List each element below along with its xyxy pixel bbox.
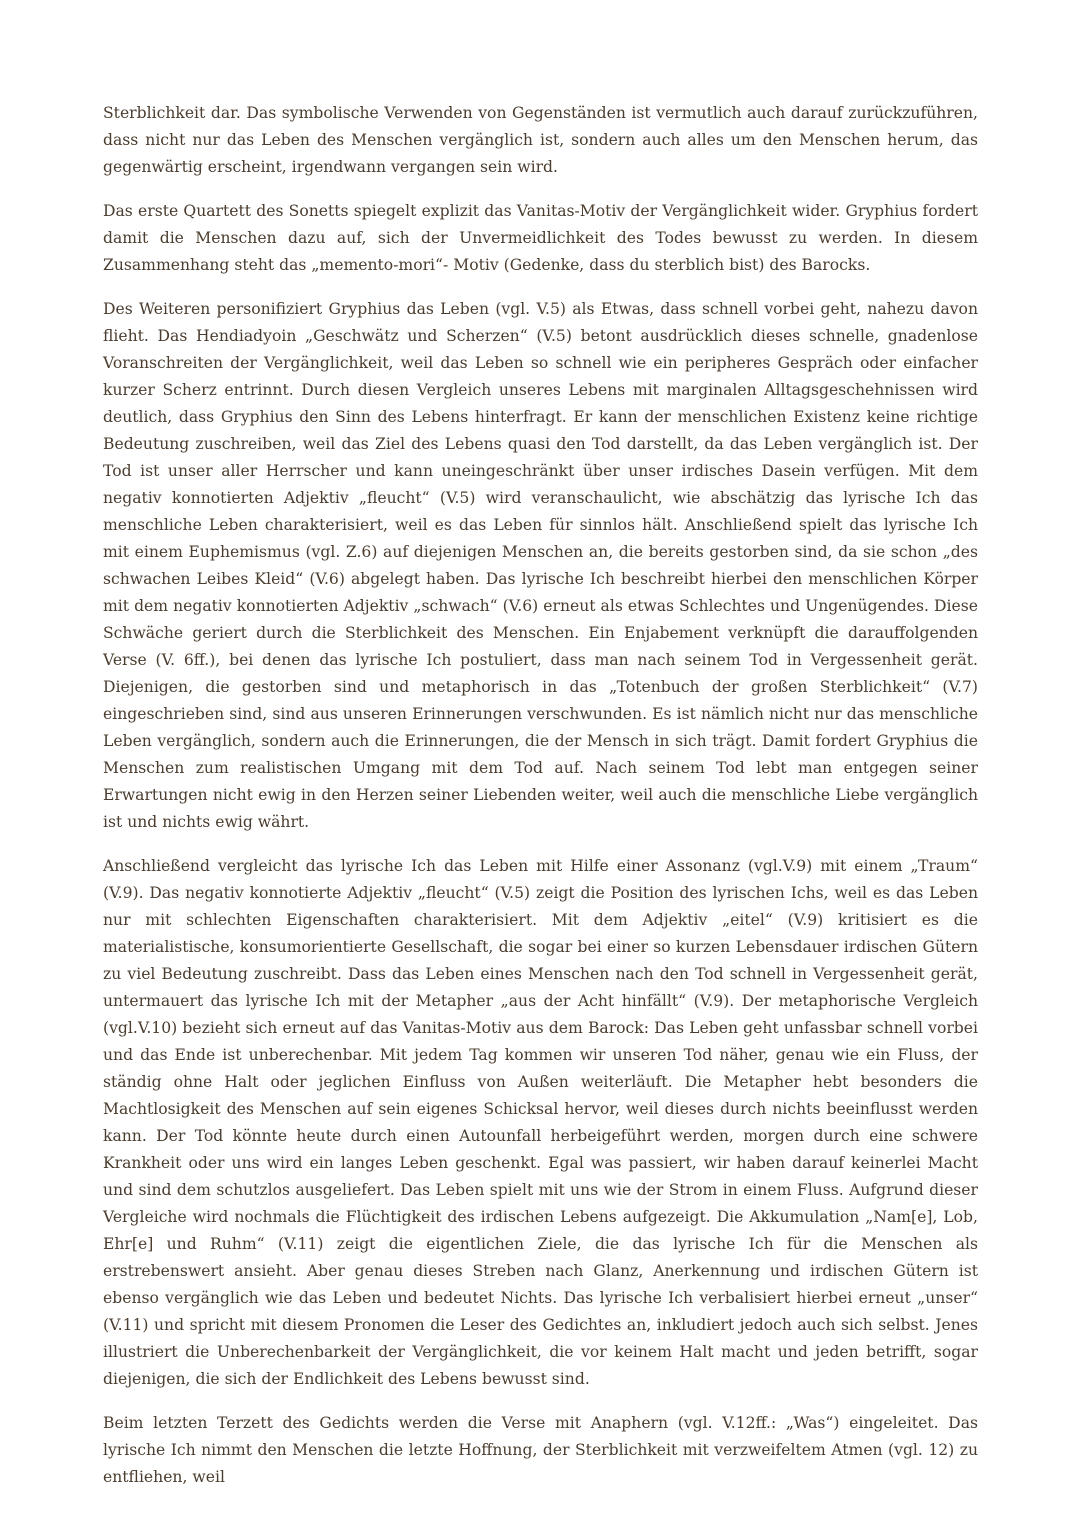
document-page [103, 100, 978, 1508]
paragraph-3: Des Weiteren personifiziert Gryphius das Leben (vgl. V.5) als Etwas, dass schnell vorbei geht, nahezu davon flieht. Das Hendiadyoin „Geschwätz und Scherzen“ (V.5) betont ausdrücklich dieses schnelle, gnadenlose Voranschreiten der Vergänglichkeit, weil das Leben so schnell wie ein peripheres Gespräch oder einfacher kurzer Scherz entrinnt. Durch diesen Vergleich unseres Lebens mit marginalen Alltagsgeschehnissen wird deutlich, dass Gryphius den Sinn des Lebens hinterfragt. Er kann der menschlichen Existenz keine richtige Bedeutung zuschreiben, weil das Ziel des Lebens quasi den Tod darstellt, da das Leben vergänglich ist. Der Tod ist unser aller Herrscher und kann uneingeschränkt über unser irdisches Dasein verfügen. Mit dem negativ konnotierten Adjektiv „fleucht“ (V.5) wird veranschaulicht, wie abschätzig das lyrische Ich das menschliche Leben charakterisiert, weil es das Leben für sinnlos hält. Anschließend spielt das lyrische Ich mit einem Euphemismus (vgl. Z.6) auf diejenigen Menschen an, die bereits gestorben sind, da sie schon „des schwachen Leibes Kleid“ (V.6) abgelegt haben. Das lyrische Ich beschreibt hierbei den menschlichen Körper mit dem negativ konnotierten Adjektiv „schwach“ (V.6) erneut als etwas Schlechtes und Ungenügendes. Diese Schwäche geriert durch die Sterblichkeit des Menschen. Ein Enjabement verknüpft die darauffolgenden Verse (V. 6ff.), bei denen das lyrische Ich postuliert, dass man nach seinem Tod in Vergessenheit gerät. Diejenigen, die gestorben sind und metaphorisch in das „Totenbuch der großen Sterblichkeit“ (V.7) eingeschrieben sind, sind aus unseren Erinnerungen verschwunden. Es ist nämlich nicht nur das menschliche Leben vergänglich, sondern auch die Erinnerungen, die der Mensch in sich trägt. Damit fordert Gryphius die Menschen zum realistischen Umgang mit dem Tod auf. Nach seinem Tod lebt man entgegen seiner Erwartungen nicht ewig in den Herzen seiner Liebenden weiter, weil auch die menschliche Liebe vergänglich ist und nichts ewig währt. [103, 300, 978, 831]
paragraph-2: Das erste Quartett des Sonetts spiegelt explizit das Vanitas-Motiv der Vergänglichkeit wider. Gryphius fordert damit die Menschen dazu auf, sich der Unvermeidlichkeit des Todes bewusst zu werden. In diesem Zusammenhang steht das „memento-mori“- Motiv (Gedenke, dass du sterblich bist) des Barocks. [103, 202, 978, 274]
paragraph-5: Beim letzten Terzett des Gedichts werden die Verse mit Anaphern (vgl. V.12ff.: „Was“) eingeleitet. Das lyrische Ich nimmt den Menschen die letzte Hoffnung, der Sterblichkeit mit verzweifeltem Atmen (vgl. 12) zu entfliehen, weil [103, 1414, 978, 1486]
paragraph-4: Anschließend vergleicht das lyrische Ich das Leben mit Hilfe einer Assonanz (vgl.V.9) mit einem „Traum“ (V.9). Das negativ konnotierte Adjektiv „fleucht“ (V.5) zeigt die Position des lyrischen Ichs, weil es das Leben nur mit schlechten Eigenschaften charakterisiert. Mit dem Adjektiv „eitel“ (V.9) kritisiert es die materialistische, konsumorientierte Gesellschaft, die sogar bei einer so kurzen Lebensdauer irdischen Gütern zu viel Bedeutung zuschreibt. Dass das Leben eines Menschen nach den Tod schnell in Vergessenheit gerät, untermauert das lyrische Ich mit der Metapher „aus der Acht hinfällt“ (V.9). Der metaphorische Vergleich (vgl.V.10) bezieht sich erneut auf das Vanitas-Motiv aus dem Barock: Das Leben geht unfassbar schnell vorbei und das Ende ist unberechenbar. Mit jedem Tag kommen wir unseren Tod näher, genau wie ein Fluss, der ständig ohne Halt oder jeglichen Einfluss von Außen weiterläuft. Die Metapher hebt besonders die Machtlosigkeit des Menschen auf sein eigenes Schicksal hervor, weil dieses durch nichts beeinflusst werden kann. Der Tod könnte heute durch einen Autounfall herbeigeführt werden, morgen durch eine schwere Krankheit oder uns wird ein langes Leben geschenkt. Egal was passiert, wir haben darauf keinerlei Macht und sind dem schutzlos ausgeliefert. Das Leben spielt mit uns wie der Strom in einem Fluss. Aufgrund dieser Vergleiche wird nochmals die Flüchtigkeit des irdischen Lebens aufgezeigt. Die Akkumulation „Nam[e], Lob, Ehr[e] und Ruhm“ (V.11) zeigt die eigentlichen Ziele, die das lyrische Ich für die Menschen als erstrebenswert ansieht. Aber genau dieses Streben nach Glanz, Anerkennung und irdischen Gütern ist ebenso vergänglich wie das Leben und bedeutet Nichts. Das lyrische Ich verbalisiert hierbei erneut „unser“ (V.11) und spricht mit diesem Pronomen die Leser des Gedichtes an, inkludiert jedoch auch sich selbst. Jenes illustriert die Unberechenbarkeit der Vergänglichkeit, die vor keinem Halt macht und jeden betrifft, sogar diejenigen, die sich der Endlichkeit des Lebens bewusst sind. [103, 857, 978, 1388]
paragraph-1: Sterblichkeit dar. Das symbolische Verwenden von Gegenständen ist vermutlich auch darauf zurückzuführen, dass nicht nur das Leben des Menschen vergänglich ist, sondern auch alles um den Menschen herum, das gegenwärtig erscheint, irgendwann vergangen sein wird. [103, 104, 978, 176]
